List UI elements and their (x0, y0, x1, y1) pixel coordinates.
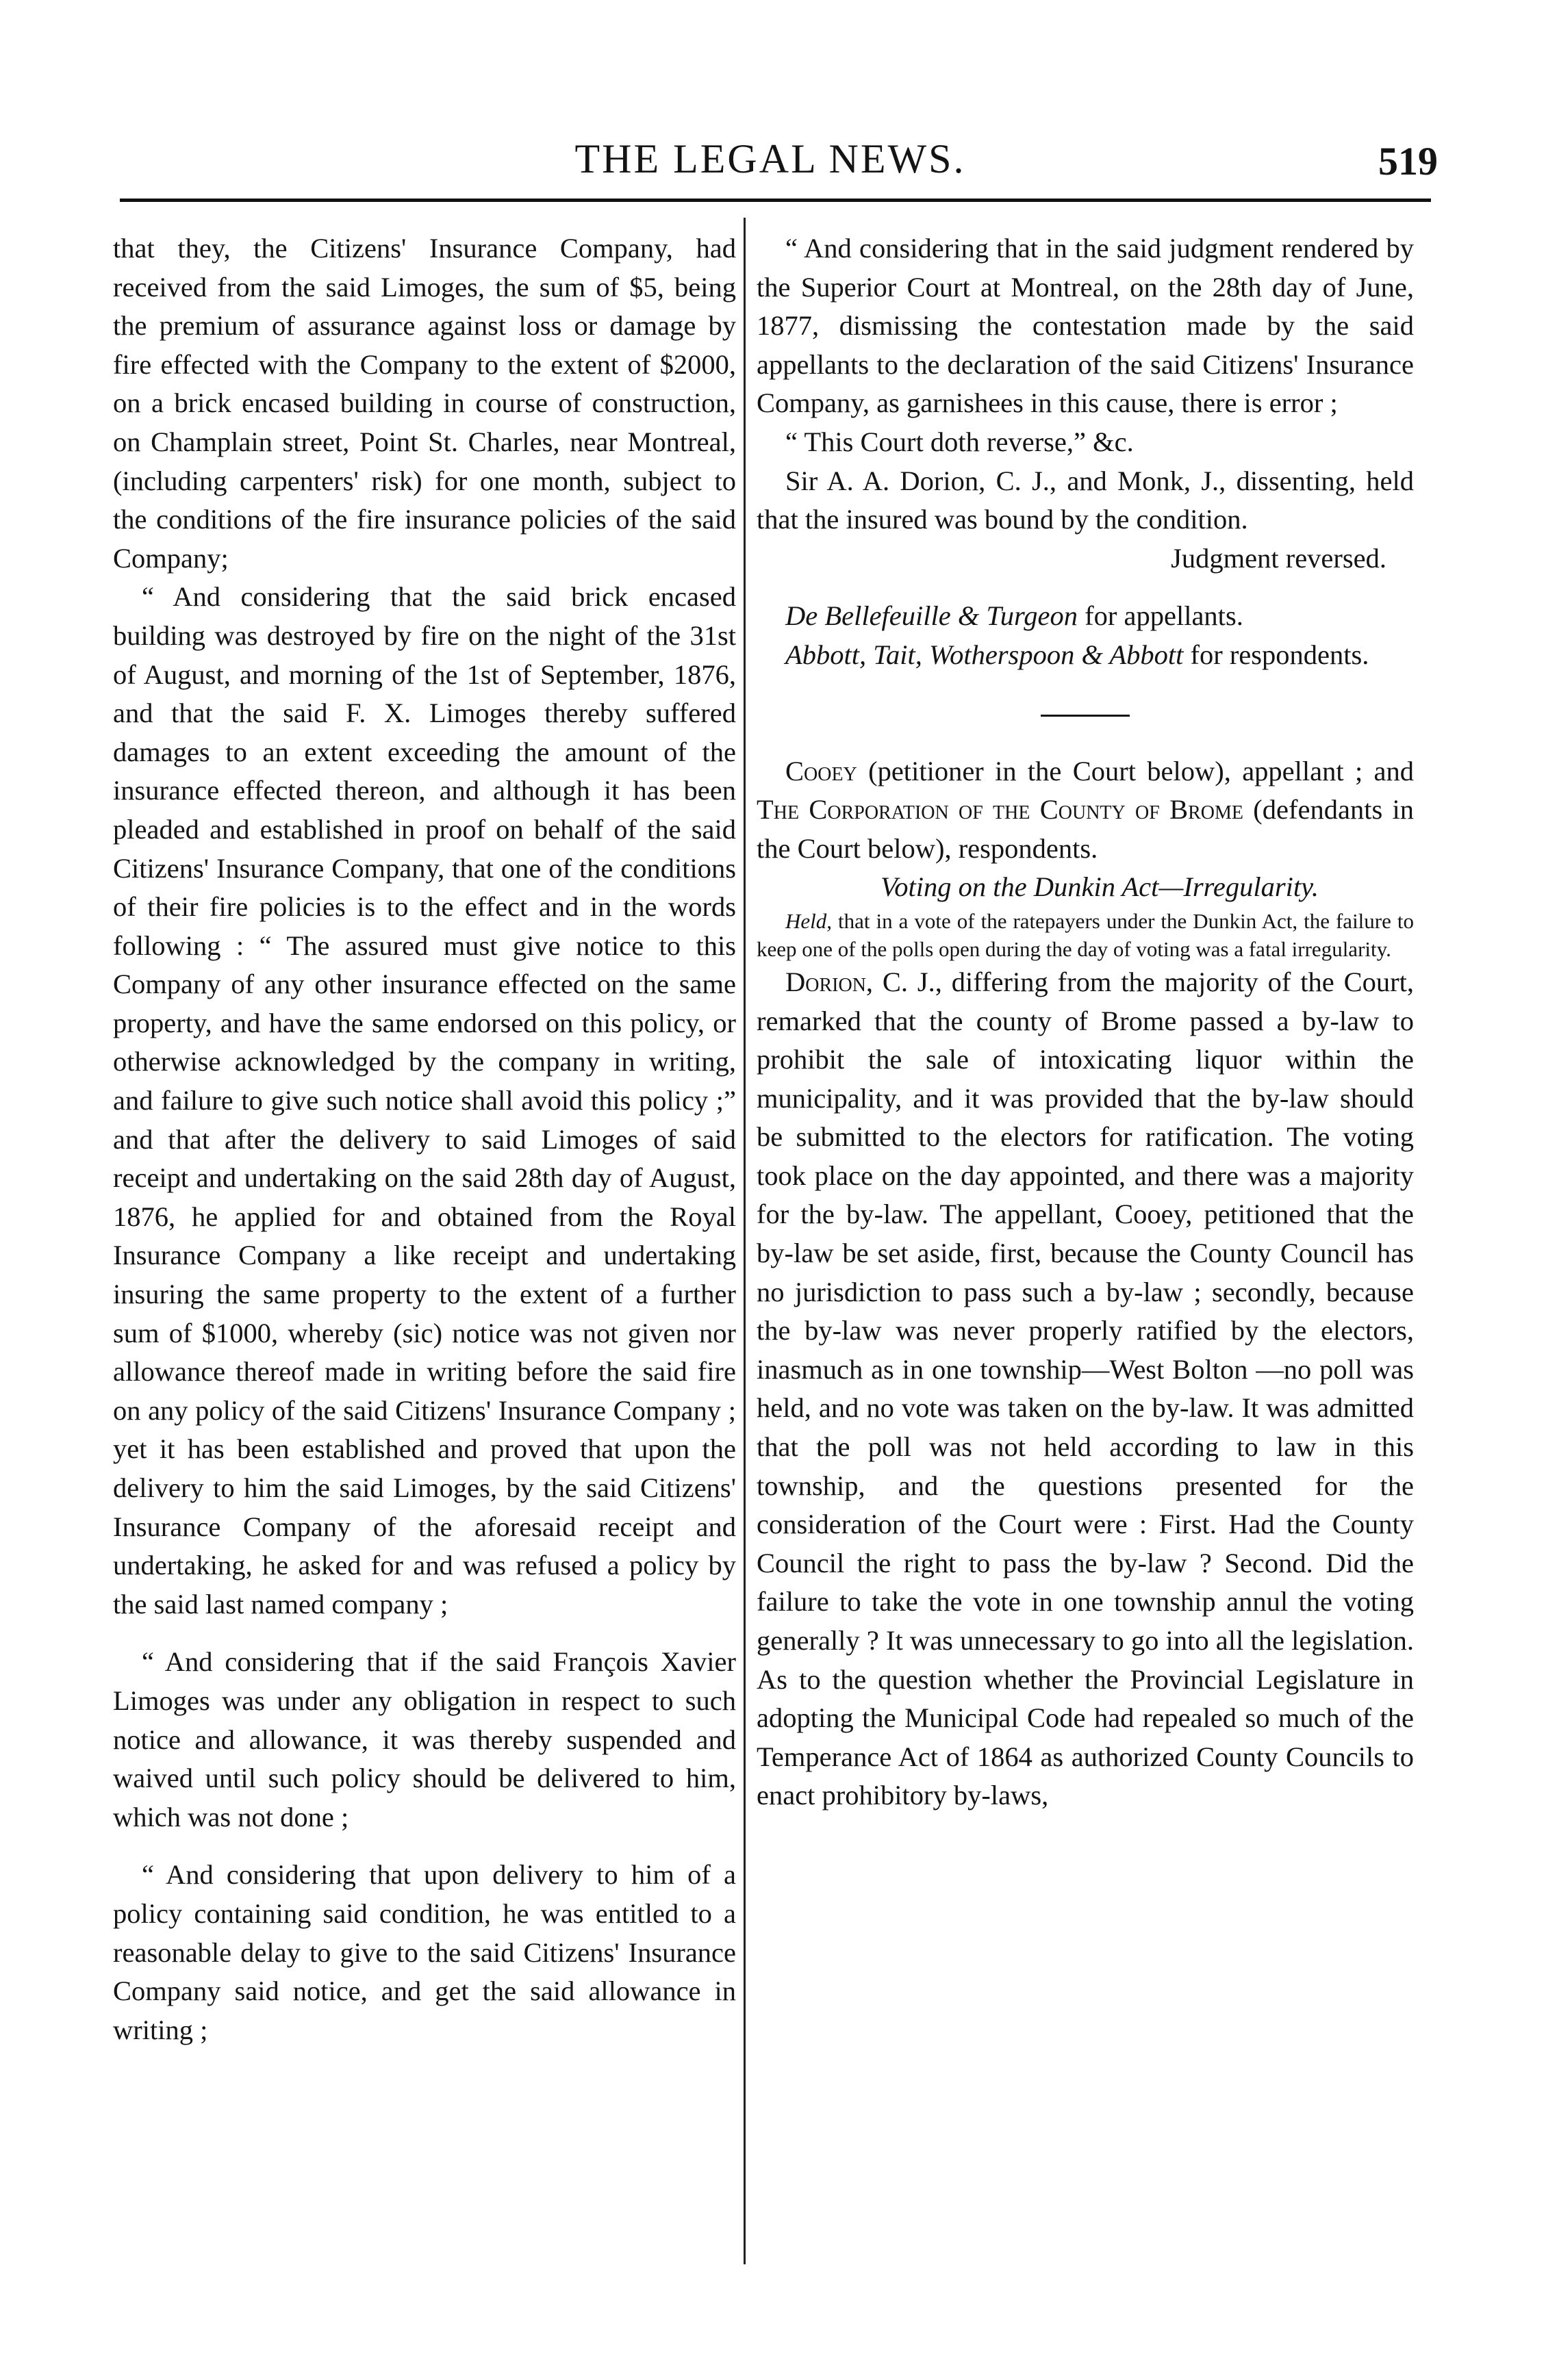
counsel-names: De Bellefeuille & Turgeon (785, 600, 1078, 632)
column-divider (744, 218, 746, 2264)
page-number: 519 (1378, 139, 1438, 183)
case-text: (petitioner in the Court below), appellant ; and (857, 755, 1414, 786)
spacer (113, 1624, 736, 1643)
paragraph: “ And considering that the said brick encased building was destroyed by fire on the night of the 31st of August, and morning of the 1st of September, 1876, and that the said F. X. Limoges thereby suffered damages to an extent exceeding the amount of the insurance effected thereon, and although it has been pleaded and established in proof on behalf of the said Citizens' Insurance Company, that one of the conditions of their fire policies is to the effect and in the words following : “ The assured must give notice to this Company of any other insurance effected on the same property, and have the same endorsed on this policy, or otherwise acknowledged by the company in writing, and failure to give such notice shall avoid this policy ;” and that after the delivery to said Limoges of said receipt and undertaking on the said 28th day of August, 1876, he applied for and obtained from the Royal Insurance Company a like receipt and undertaking insuring the same property to the extent of a further sum of $1000, whereby (sic) notice was not given nor allowance thereof made in writing before the said fire on any policy of the said Citizens' Insurance Company ; yet it has been established and proved that upon the delivery to him the said Limoges, by the said Citizens' Insurance Company of the aforesaid receipt and undertaking, he asked for and was refused a policy by the said last named company ; (113, 581, 736, 1620)
section-rule (1041, 715, 1130, 717)
case-text: (defendants in the Court below), respondents. (757, 794, 1414, 864)
opinion-text: , C. J., differing from the majority of the Court, remarked that the county of Brome passed a by-law to prohibit the sale of intoxicating liquor within the municipality, and it was provided that the by-law should be submitted to the electors for ratification. The voting took place on the day appointed, and there was a majority for the by-law. The appellant, Cooey, petitioned that the by-law be set aside, first, because the County Council has no jurisdiction to pass such a by-law ; secondly, because the by-law was never properly ratified by the electors, inasmuch as in one township—West Bolton —no poll was held, and no vote was taken on the by-law. It was admitted that the poll was not held according to law in this township, and the questions presented for the consideration of the Court were : First. Had the County Council the right to pass the by-law ? Second. Did the failure to take the vote in one township annul the voting generally ? It was unnecessary to go into all the legislation. As to the question whether the Provincial Legislature in adopting the Municipal Code had repealed so much of the Temperance Act of 1864 as authorized County Councils to enact prohibitory by-laws, (757, 966, 1414, 1811)
case-subheading: Voting on the Dunkin Act—Irregularity. (880, 871, 1319, 903)
paragraph: that they, the Citizens' Insurance Company, had received from the said Limoges, the sum of $5, being the premium of assurance against loss or damage by fire effected with the Company to the extent of $2000, on a brick encased building in course of construction, on Champlain street, Point St. Charles, near Montreal, (including carpenters' risk) for one month, subject to the conditions of the fire insurance policies of the said Company; (113, 233, 736, 574)
counsel-role: for appellants. (1078, 600, 1243, 632)
judge-name: Dorion (785, 966, 866, 997)
counsel-role: for respondents. (1183, 639, 1369, 670)
paragraph: “ And considering that if the said François Xavier Limoges was under any obligation in respect to such notice and allowance, it was thereby suspended and waived until such policy should be delivered to him, which was not done ; (113, 1646, 736, 1832)
case-party: Cooey (785, 755, 857, 786)
paragraph: Sir A. A. Dorion, C. J., and Monk, J., dissenting, held that the insured was bound by the condition. (757, 465, 1414, 535)
counsel-line (757, 597, 1414, 636)
case-party: The Corporation of the County of Brome (757, 794, 1244, 826)
headnote (757, 907, 1414, 963)
case-title (757, 752, 1414, 869)
counsel-names: Abbott, Tait, Wotherspoon & Abbott (785, 639, 1184, 670)
spacer (757, 578, 1414, 597)
held-text: that in a vote of the ratepayers under the Dunkin Act, the failure to keep one of the polls open during the day of voting was a fatal irregularity. (757, 908, 1414, 961)
held-label: Held, (785, 908, 833, 933)
paragraph: “ And considering that upon delivery to him of a policy containing said condition, he was entitled to a reasonable delay to give to the said Citizens' Insurance Company said notice, and get the said allowance in writing ; (113, 1859, 736, 2045)
left-column (113, 229, 736, 2049)
page-header (103, 129, 1438, 190)
opinion-paragraph (757, 963, 1414, 1815)
paragraph: “ This Court doth reverse,” &c. (785, 426, 1134, 457)
running-title: THE LEGAL NEWS. (574, 136, 966, 181)
header-rule (120, 199, 1431, 202)
spacer (113, 1837, 736, 1856)
counsel-line (757, 636, 1414, 675)
paragraph: “ And considering that in the said judgment rendered by the Superior Court at Montreal, on the 28th day of June, 1877, dismissing the contestation made by the said appellants to the declaration of the said Citizens' Insurance Company, as garnishees in this cause, there is error ; (757, 233, 1414, 419)
right-column (757, 229, 1414, 1815)
verdict: Judgment reversed. (1171, 542, 1386, 574)
